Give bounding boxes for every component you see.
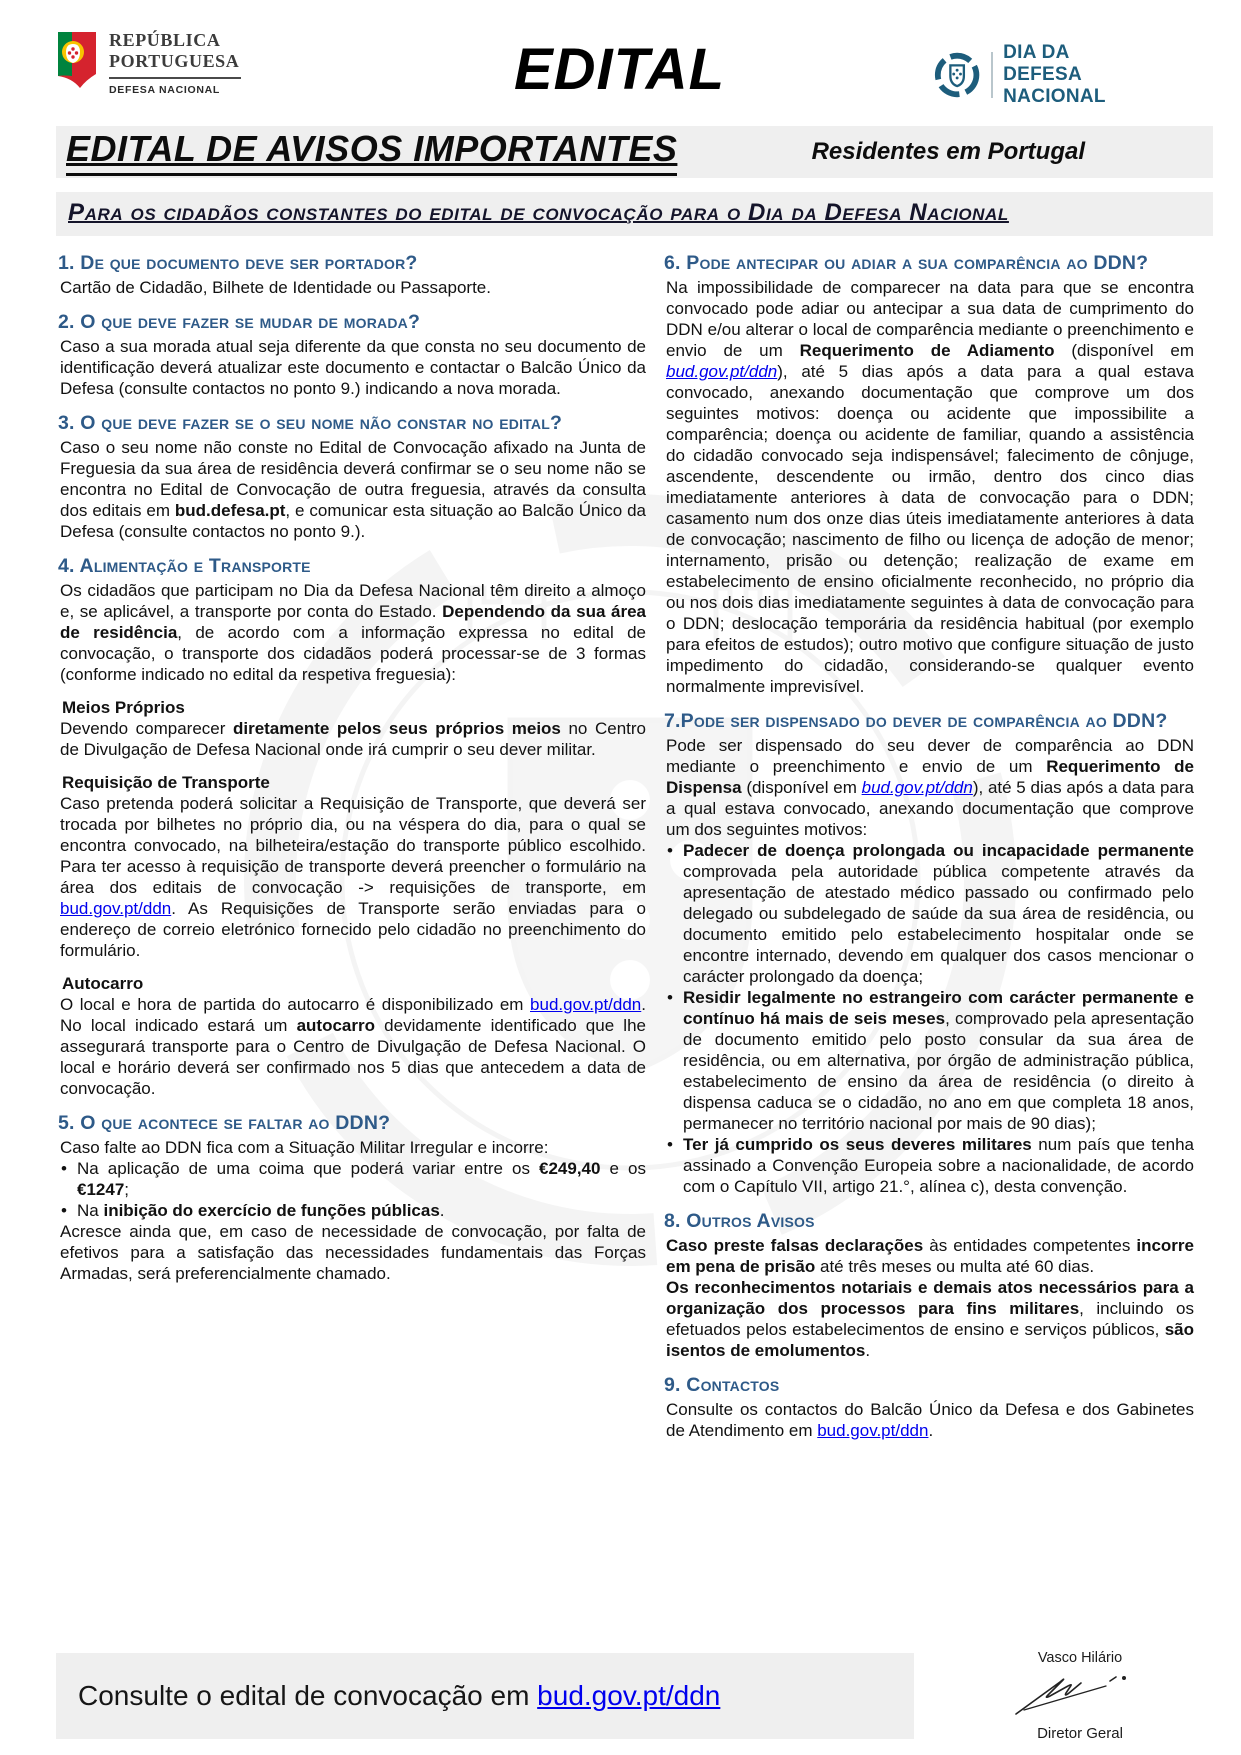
- text-segment: e os: [600, 1159, 647, 1178]
- text-segment: às entidades competentes: [923, 1236, 1137, 1255]
- section-1-heading: 1. De que documento deve ser portador?: [58, 252, 418, 274]
- text-segment: , incluindo os efetuados pelos estabelecimentos de ensino e serviços públicos,: [666, 1299, 1194, 1339]
- section-5-outro: [58, 1221, 646, 1284]
- section-5-intro: [58, 1137, 646, 1158]
- republica-portuguesa-flag-icon: [56, 30, 98, 92]
- text-segment: .: [439, 1201, 445, 1220]
- section-7-heading: 7.Pode ser dispensado do dever de comparência ao DDN?: [664, 710, 1168, 732]
- text-segment: . No local indicado estará um: [60, 995, 646, 1035]
- text-segment: Caso falte ao DDN fica com a Situação Militar Irregular e incorre:: [60, 1138, 549, 1157]
- text-segment: Residir legalmente no estrangeiro com carácter permanente e contínuo há mais de seis meses: [683, 988, 1194, 1028]
- text-segment: Os cidadãos que participam no Dia da Defesa Nacional têm direito a almoço e, se aplicável, a transporte por conta do Estado.: [60, 581, 646, 621]
- inline-link[interactable]: bud.gov.pt/ddn: [666, 362, 778, 381]
- section-9-heading: 9. Contactos: [664, 1374, 780, 1396]
- content-columns: [58, 246, 1194, 1441]
- footer-notice-band: [56, 1653, 914, 1739]
- text-segment: Consulte os contactos do Balcão Único da Defesa e dos Gabinetes de Atendimento em: [666, 1400, 1194, 1440]
- text-segment: inibição do exercício de funções públicas: [103, 1201, 440, 1220]
- text-segment: ), até 5 dias após a data para a qual estava convocado, anexando documentação que comprove um dos seguintes motivos: doença ou acidente que impossibilite a comparência; doença ou acidente de familiar, quando a assistência do cidadão convocado seja indispensável; falecimento de cônjuge, ascendente, descendente ou irmão, dentro dos cinco dias imediatamente anteriores à data de convocação para o DDN; casamento num dos onze dias úteis imediatamente anteriores à data de convocação; nascimento de filho ou licença de adoção de menor; internamento, prisão ou detenção; realização de exame em estabelecimento de ensino oficialmente reconhecido, no próprio dia ou nos dois dias imediatamente seguintes à data de convocação para o DDN; deslocação temporária da residência habitual (por exemplo para efeitos de estudos); outro motivo que configure situação de justo impedimento do cidadão, considerando-se qualquer evento normalmente imprevisível.: [666, 362, 1194, 696]
- section-7-bullet-2: [664, 987, 1194, 1134]
- gov-sub-label: DEFESA NACIONAL: [109, 84, 221, 96]
- signature-block: [975, 1650, 1185, 1742]
- signature-role: Diretor Geral: [1037, 1725, 1123, 1742]
- text-segment: Devendo comparecer: [60, 719, 233, 738]
- text-segment: Na: [77, 1201, 104, 1220]
- text-segment: . As Requisições de Transporte serão enviadas para o endereço de correio eletrónico fornecido pelo cidadão no preenchimento do formulário.: [60, 899, 646, 960]
- ddn-logo-divider: [991, 52, 993, 98]
- dia-da-defesa-nacional-logo: [933, 42, 1183, 108]
- section-7-bullet-3: [664, 1134, 1194, 1197]
- subsection-meios-proprios-title: Meios Próprios: [62, 698, 185, 717]
- subsection-meios-proprios-body: [58, 718, 646, 760]
- text-segment: €1247: [77, 1180, 125, 1199]
- ddn-line1: DIA DA: [1003, 42, 1070, 63]
- text-segment: ), até 5 dias após a data para a qual estava convocado, anexando documentação que comprove um dos seguintes motivos:: [666, 778, 1195, 839]
- text-segment: devidamente identificado que lhe assegurará transporte para o Centro de Divulgação de Defesa Nacional. O local e horário deverá ser confirmado nos 5 dias que antecedem a data de convocação.: [60, 1016, 646, 1098]
- section-2-heading: 2. O que deve fazer se mudar de morada?: [58, 311, 421, 333]
- footer-notice: [78, 1680, 720, 1712]
- text-segment: (disponível em: [741, 778, 862, 797]
- subsection-requisicao-title: Requisição de Transporte: [62, 773, 270, 792]
- text-segment: .: [865, 1341, 871, 1360]
- section-2-body: [58, 336, 646, 399]
- section-4-intro: [58, 580, 646, 685]
- text-segment: são isentos de emolumentos: [666, 1320, 1194, 1360]
- ddn-logo-text: [1003, 42, 1183, 108]
- text-segment: bud.defesa.pt: [174, 501, 286, 520]
- republica-portuguesa-logo: [56, 30, 306, 96]
- gov-line2: PORTUGUESA: [109, 51, 240, 71]
- masthead-band: [56, 126, 1213, 178]
- subsection-requisicao-body: [58, 793, 646, 961]
- text-segment: Cartão de Cidadão, Bilhete de Identidade ou Passaporte.: [60, 278, 491, 297]
- inline-link[interactable]: bud.gov.pt/ddn: [530, 995, 642, 1014]
- section-5-bullet-1: [58, 1158, 646, 1200]
- text-segment: , comprovado pela apresentação de documento emitido pelo posto consular da sua área de residência, ou em alternativa, por órgão de administração pública, estabelecimento de ensino da área de residência (o direito à dispensa caduca se o cidadão, no ano em que completa 18 anos, permanecer no território nacional por mais de 90 dias);: [683, 1009, 1195, 1133]
- section-7-intro: [664, 735, 1194, 840]
- inline-link[interactable]: bud.gov.pt/ddn: [537, 1680, 721, 1711]
- section-5-heading: 5. O que acontece se faltar ao DDN?: [58, 1112, 391, 1134]
- text-segment: Ter já cumprido os seus deveres militares: [683, 1135, 1032, 1154]
- text-segment: Requerimento de Adiamento: [799, 341, 1055, 360]
- inline-link[interactable]: bud.gov.pt/ddn: [817, 1421, 929, 1440]
- text-segment: Caso pretenda poderá solicitar a Requisição de Transporte, que deverá ser trocada por bilhetes no próprio dia, ou na véspera do dia, para o qual se encontra convocado, na bilheteira/estação do transporte público escolhido. Para ter acesso à requisição de transporte deverá preencher o formulário na área dos editais de convocação -> requisições de transporte, em: [60, 794, 646, 897]
- section-8-heading: 8. Outros Avisos: [664, 1210, 815, 1232]
- text-segment: €249,40: [539, 1159, 601, 1178]
- section-3-heading: 3. O que deve fazer se o seu nome não constar no edital?: [58, 412, 563, 434]
- inline-link[interactable]: bud.gov.pt/ddn: [861, 778, 973, 797]
- header: [0, 0, 1241, 108]
- banner-band: [56, 192, 1213, 236]
- left-column: [58, 246, 646, 1441]
- text-segment: .: [928, 1421, 934, 1440]
- section-9-body: [664, 1399, 1194, 1441]
- text-segment: no Centro de Divulgação de Defesa Nacional onde irá cumprir o seu dever militar.: [60, 719, 646, 759]
- page-title: EDITAL: [513, 37, 726, 102]
- section-3-body: [58, 437, 646, 542]
- text-segment: (disponível em: [1054, 341, 1194, 360]
- text-segment: Acresce ainda que, em caso de necessidade de convocação, por falta de efetivos para a satisfação das necessidades fundamentais das Forças Armadas, será preferencialmente chamado.: [60, 1222, 646, 1283]
- text-segment: Caso preste falsas declarações: [666, 1236, 924, 1255]
- text-segment: O local e hora de partida do autocarro é disponibilizado em: [60, 995, 531, 1014]
- text-segment: , de acordo com a informação expressa no edital de convocação, o transporte dos cidadãos poderá processar-se de 3 formas (conforme indicado no edital da respetiva freguesia):: [60, 623, 646, 684]
- gov-line1: REPÚBLICA: [109, 30, 221, 50]
- gov-divider: [109, 77, 241, 79]
- text-segment: Na aplicação de uma coima que poderá variar entre os: [77, 1159, 540, 1178]
- subsection-autocarro-title: Autocarro: [62, 974, 144, 993]
- section-1-body: [58, 277, 646, 298]
- text-segment: autocarro: [296, 1016, 376, 1035]
- inline-link[interactable]: bud.gov.pt/ddn: [60, 899, 172, 918]
- text-segment: diretamente pelos seus próprios meios: [232, 719, 561, 738]
- text-segment: Pode ser dispensado do seu dever de comparência ao DDN mediante o preenchimento e envio de um: [666, 736, 1194, 776]
- text-segment: comprovada pela autoridade pública competente através da apresentação de atestado médico passado ou confirmado pelo delegado ou subdelegado de saúde da sua área de residência, ou documento emitido pelo estabelecimento hospitalar onde se encontre internado, devendo em qualquer dos casos mencionar o carácter prolongado da doença;: [683, 862, 1194, 986]
- ddn-line2: DEFESA NACIONAL: [1003, 64, 1106, 107]
- republica-portuguesa-text: [109, 30, 241, 96]
- text-segment: Caso o seu nome não conste no Edital de Convocação afixado na Junta de Freguesia da sua área de residência deverá confirmar se o seu nome não se encontra no Edital de Convocação de outra freguesia, através da consulta dos editais em: [60, 438, 646, 520]
- text-segment: , e comunicar esta situação ao Balcão Único da Defesa (consulte contactos no ponto 9.).: [60, 501, 647, 541]
- text-segment: Na impossibilidade de comparecer na data para que se encontra convocado pode adiar ou antecipar a sua data de cumprimento do DDN e/ou alterar o local de comparência mediante o preenchimento e envio de um: [666, 278, 1194, 360]
- section-6-body: [664, 277, 1194, 697]
- ddn-emblem-icon: [933, 50, 981, 100]
- section-6-heading: 6. Pode antecipar ou adiar a sua comparência ao DDN?: [664, 252, 1149, 274]
- section-7-bullet-1: [664, 840, 1194, 987]
- right-column: [664, 246, 1194, 1441]
- section-8-paragraph-1: [664, 1235, 1194, 1277]
- banner-title: Para os cidadãos constantes do edital de convocação para o Dia da Defesa Nacional: [68, 199, 1009, 226]
- text-segment: Consulte o edital de convocação em: [78, 1680, 538, 1711]
- signature-image: [1010, 1666, 1150, 1718]
- text-segment: incorre em pena de prisão: [666, 1236, 1194, 1276]
- section-5-bullet-2: [58, 1200, 646, 1221]
- masthead-subtitle: Residentes em Portugal: [811, 138, 1085, 165]
- text-segment: Requerimento de Dispensa: [666, 757, 1195, 797]
- text-segment: Padecer de doença prolongada ou incapacidade permanente: [683, 841, 1194, 860]
- masthead-title: EDITAL DE AVISOS IMPORTANTES: [66, 128, 677, 176]
- section-4-heading: 4. Alimentação e Transporte: [58, 555, 311, 577]
- signature-name: Vasco Hilário: [1037, 1650, 1123, 1666]
- subsection-autocarro-body: [58, 994, 646, 1099]
- text-segment: Os reconhecimentos notariais e demais atos necessários para a organização dos processos para fins militares: [666, 1278, 1194, 1318]
- text-segment: ;: [124, 1180, 130, 1199]
- text-segment: Dependendo da sua área de residência: [60, 602, 646, 642]
- text-segment: Caso a sua morada atual seja diferente da que consta no seu documento de identificação deverá atualizar este documento e contactar o Balcão Único da Defesa (consulte contactos no ponto 9.) indicando a nova morada.: [60, 337, 646, 398]
- footer: [56, 1650, 1185, 1742]
- text-segment: num país que tenha assinado a Convenção Europeia sobre a nacionalidade, de acordo com o Capítulo VII, artigo 21.°, alínea c), desta convenção.: [683, 1135, 1194, 1196]
- text-segment: até três meses ou multa até 60 dias.: [815, 1257, 1095, 1276]
- section-8-paragraph-2: [664, 1277, 1194, 1361]
